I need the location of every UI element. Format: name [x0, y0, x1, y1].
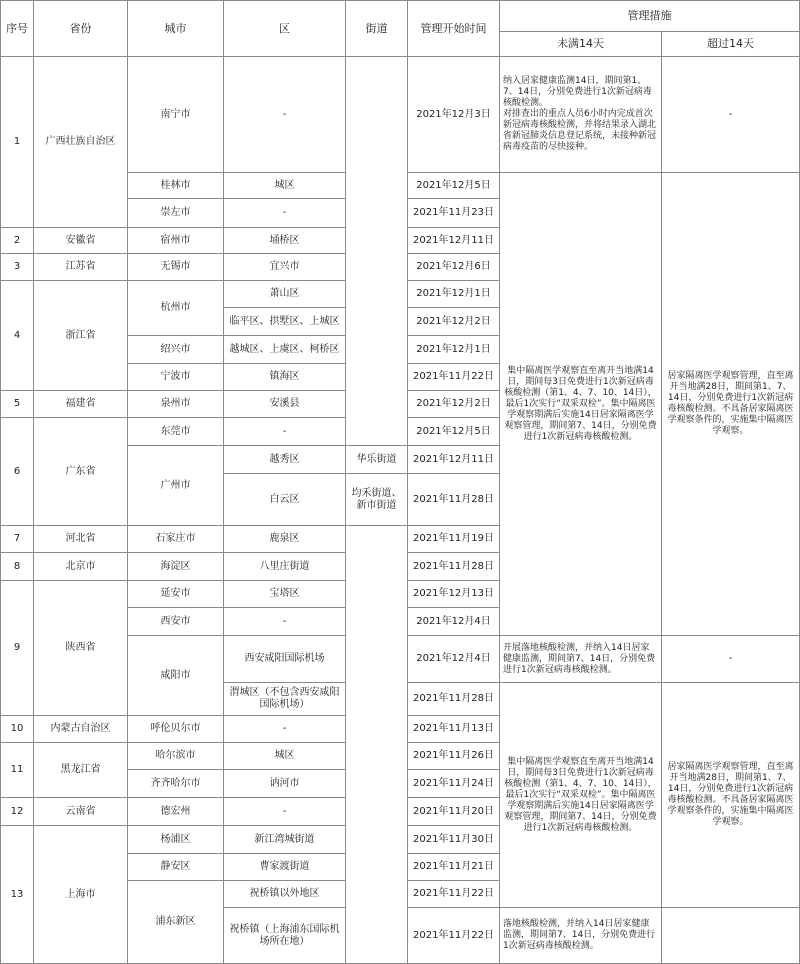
measure-under-14-group-b: 集中隔离医学观察直至离开当地满14日，期间每3日免费进行1次新冠病毒核酸检测（第1、4、7、10、14日），最后1次实行“双采双检”。集中隔离医学观察期满后实施14日居家隔离医学观察管理，期间第7、14日，分别免费进行1次新冠病毒核酸检测。	[500, 683, 662, 908]
district-cell: 祝桥镇以外地区	[224, 881, 346, 908]
district-cell: -	[224, 798, 346, 826]
measure-over-14-pudong-airport	[662, 908, 800, 964]
seq-cell: 3	[0, 254, 34, 281]
start-date-cell: 2021年12月6日	[408, 254, 500, 281]
city-cell: 浦东新区	[128, 881, 224, 964]
header-under-14-days: 未满14天	[500, 32, 662, 57]
city-cell: 哈尔滨市	[128, 743, 224, 770]
province-cell: 广西壮族自治区	[34, 57, 128, 228]
header-over-14-days: 超过14天	[662, 32, 800, 57]
start-date-cell: 2021年11月22日	[408, 908, 500, 964]
city-cell: 宁波市	[128, 364, 224, 391]
start-date-cell: 2021年11月26日	[408, 743, 500, 770]
province-cell: 内蒙古自治区	[34, 716, 128, 743]
district-cell: 安溪县	[224, 391, 346, 418]
start-date-cell: 2021年12月2日	[408, 391, 500, 418]
start-date-cell: 2021年12月1日	[408, 281, 500, 308]
city-cell: 无锡市	[128, 254, 224, 281]
measure-under-14-group-a: 集中隔离医学观察直至离开当地满14日，期间每3日免费进行1次新冠病毒核酸检测（第1、4、7、10、14日），最后1次实行“双采双检”。集中隔离医学观察期满后实施14日居家隔离医学观察管理，期间第7、14日，分别免费进行1次新冠病毒核酸检测。	[500, 173, 662, 636]
district-cell: -	[224, 57, 346, 173]
city-cell: 绍兴市	[128, 336, 224, 364]
start-date-cell: 2021年11月30日	[408, 826, 500, 854]
district-cell: 曹家渡街道	[224, 854, 346, 881]
start-date-cell: 2021年11月21日	[408, 854, 500, 881]
start-date-cell: 2021年11月13日	[408, 716, 500, 743]
district-cell: 临平区、拱墅区、上城区	[224, 308, 346, 336]
city-cell: 桂林市	[128, 173, 224, 199]
city-cell: 延安市	[128, 581, 224, 608]
street-cell: 均禾街道、新市街道	[346, 474, 408, 526]
city-cell: 海淀区	[128, 553, 224, 581]
city-cell: 杭州市	[128, 281, 224, 336]
province-cell: 陕西省	[34, 581, 128, 716]
city-cell: 静安区	[128, 854, 224, 881]
city-cell: 齐齐哈尔市	[128, 770, 224, 798]
header-seq: 序号	[0, 0, 34, 57]
city-cell: 呼伦贝尔市	[128, 716, 224, 743]
district-cell: 镇海区	[224, 364, 346, 391]
start-date-cell: 2021年11月28日	[408, 553, 500, 581]
measure-over-14-nanning: -	[662, 57, 800, 173]
start-date-cell: 2021年11月24日	[408, 770, 500, 798]
start-date-cell: 2021年12月1日	[408, 336, 500, 364]
start-date-cell: 2021年11月19日	[408, 526, 500, 553]
province-cell: 广东省	[34, 418, 128, 526]
district-cell: 越秀区	[224, 446, 346, 474]
district-cell: 讷河市	[224, 770, 346, 798]
district-cell: 鹿泉区	[224, 526, 346, 553]
measure-under-14-nanning: 纳入居家健康监测14日，期间第1、7、14日，分别免费进行1次新冠病毒核酸检测。 对排查出的重点人员6小时内完成首次新冠病毒核酸检测，并将结果录入湖北省新冠肺炎信息登记系统，未接种新冠病毒疫苗的尽快接种。	[500, 57, 662, 173]
street-cell	[346, 526, 408, 964]
seq-cell: 10	[0, 716, 34, 743]
district-cell: 城区	[224, 173, 346, 199]
seq-cell: 8	[0, 553, 34, 581]
measure-over-14-group-b: 居家隔离医学观察管理，直至离开当地满28日，期间第1、7、14日，分别免费进行1次新冠病毒核酸检测。不具备居家隔离医学观察条件的，实施集中隔离医学观察。	[662, 683, 800, 908]
city-cell: 广州市	[128, 446, 224, 526]
start-date-cell: 2021年12月4日	[408, 636, 500, 683]
province-cell: 江苏省	[34, 254, 128, 281]
district-cell: -	[224, 199, 346, 228]
city-cell: 南宁市	[128, 57, 224, 173]
start-date-cell: 2021年11月22日	[408, 881, 500, 908]
district-cell: 越城区、上虞区、柯桥区	[224, 336, 346, 364]
district-cell: 新江湾城街道	[224, 826, 346, 854]
start-date-cell: 2021年11月22日	[408, 364, 500, 391]
seq-cell: 12	[0, 798, 34, 826]
province-cell: 福建省	[34, 391, 128, 418]
street-cell: 华乐街道	[346, 446, 408, 474]
start-date-cell: 2021年12月11日	[408, 228, 500, 254]
seq-cell: 6	[0, 418, 34, 526]
header-street: 街道	[346, 0, 408, 57]
start-date-cell: 2021年11月23日	[408, 199, 500, 228]
header-province: 省份	[34, 0, 128, 57]
district-cell: 萧山区	[224, 281, 346, 308]
district-cell: 宝塔区	[224, 581, 346, 608]
header-city: 城市	[128, 0, 224, 57]
city-cell: 东莞市	[128, 418, 224, 446]
province-cell: 河北省	[34, 526, 128, 553]
district-cell: 埇桥区	[224, 228, 346, 254]
header-start-time: 管理开始时间	[408, 0, 500, 57]
city-cell: 泉州市	[128, 391, 224, 418]
city-cell: 西安市	[128, 608, 224, 636]
district-cell: -	[224, 608, 346, 636]
district-cell: 西安咸阳国际机场	[224, 636, 346, 683]
district-cell: 渭城区（不包含西安咸阳国际机场）	[224, 683, 346, 716]
province-cell: 浙江省	[34, 281, 128, 391]
province-cell: 云南省	[34, 798, 128, 826]
header-measures: 管理措施	[500, 0, 800, 32]
province-cell: 北京市	[34, 553, 128, 581]
city-cell: 宿州市	[128, 228, 224, 254]
seq-cell: 2	[0, 228, 34, 254]
street-cell	[346, 57, 408, 446]
district-cell: 八里庄街道	[224, 553, 346, 581]
province-cell: 黑龙江省	[34, 743, 128, 798]
measure-over-14-xianyang-airport: -	[662, 636, 800, 683]
seq-cell: 7	[0, 526, 34, 553]
district-cell: -	[224, 418, 346, 446]
district-cell: -	[224, 716, 346, 743]
province-cell: 安徽省	[34, 228, 128, 254]
seq-cell: 5	[0, 391, 34, 418]
province-cell: 上海市	[34, 826, 128, 964]
start-date-cell: 2021年12月5日	[408, 173, 500, 199]
city-cell: 石家庄市	[128, 526, 224, 553]
district-cell: 宜兴市	[224, 254, 346, 281]
city-cell: 杨浦区	[128, 826, 224, 854]
start-date-cell: 2021年12月4日	[408, 608, 500, 636]
seq-cell: 1	[0, 57, 34, 228]
district-cell: 白云区	[224, 474, 346, 526]
city-cell: 崇左市	[128, 199, 224, 228]
city-cell: 咸阳市	[128, 636, 224, 716]
district-cell: 祝桥镇（上海浦东国际机场所在地）	[224, 908, 346, 964]
start-date-cell: 2021年12月2日	[408, 308, 500, 336]
start-date-cell: 2021年12月3日	[408, 57, 500, 173]
start-date-cell: 2021年11月20日	[408, 798, 500, 826]
seq-cell: 13	[0, 826, 34, 964]
header-district: 区	[224, 0, 346, 57]
start-date-cell: 2021年11月28日	[408, 474, 500, 526]
start-date-cell: 2021年12月13日	[408, 581, 500, 608]
seq-cell: 9	[0, 581, 34, 716]
district-cell: 城区	[224, 743, 346, 770]
measure-over-14-group-a: 居家隔离医学观察管理，直至离开当地满28日，期间第1、7、14日，分别免费进行1次新冠病毒核酸检测。不具备居家隔离医学观察条件的，实施集中隔离医学观察。	[662, 173, 800, 636]
start-date-cell: 2021年12月5日	[408, 418, 500, 446]
measure-under-14-xianyang-airport: 开展落地核酸检测，并纳入14日居家健康监测，期间第7、14日，分别免费进行1次新冠病毒核酸检测。	[500, 636, 662, 683]
start-date-cell: 2021年11月28日	[408, 683, 500, 716]
measure-under-14-pudong-airport: 落地核酸检测，并纳入14日居家健康监测，期间第7、14日，分别免费进行1次新冠病毒核酸检测。	[500, 908, 662, 964]
city-cell: 德宏州	[128, 798, 224, 826]
seq-cell: 4	[0, 281, 34, 391]
seq-cell: 11	[0, 743, 34, 798]
start-date-cell: 2021年12月11日	[408, 446, 500, 474]
